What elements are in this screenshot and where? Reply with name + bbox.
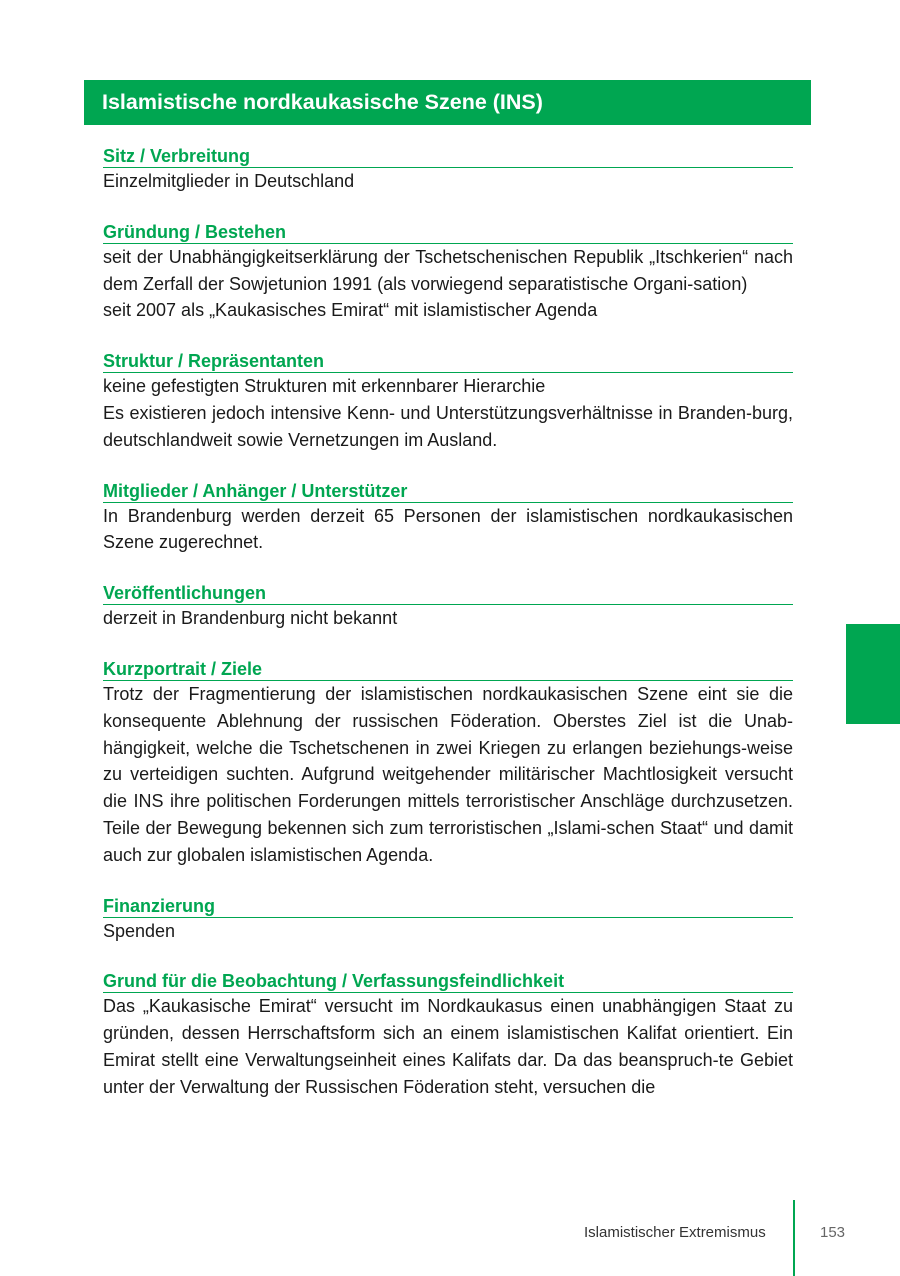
section-title-banner xyxy=(84,80,811,125)
section-heading: Veröffentlichungen xyxy=(103,582,793,605)
paragraph: keine gefestigten Strukturen mit erkennbarer Hierarchie xyxy=(103,376,546,397)
page-title: Islamistische nordkaukasische Szene (INS) xyxy=(102,90,543,114)
footer-divider xyxy=(793,1200,795,1276)
section-heading: Grund für die Beobachtung / Verfassungsfeindlichkeit xyxy=(103,970,793,993)
section-sitz-verbreitung xyxy=(103,145,793,195)
section-struktur-repraesentanten xyxy=(103,350,793,453)
section-mitglieder-anhaenger xyxy=(103,480,793,557)
section-gruendung-bestehen xyxy=(103,221,793,324)
paragraph: Trotz der Fragmentierung der islamistischen nordkaukasischen Szene eint sie die konsequente Ablehnung der russischen Föderation. Oberstes Ziel ist die Unab-hängigkeit, welche die Tschetschenen in zwei Kriegen zu erlangen beziehungs-weise zu verteidigen suchten. Aufgrund weitgehender militärischer Machtlosigkeit versucht die INS ihre politischen Forderungen mittels terroristischer Anschläge durchzusetzen. Teile der Bewegung bekennen sich zum terroristischen „Islami-schen Staat“ und damit auch zur globalen islamistischen Agenda. xyxy=(103,683,793,865)
paragraph: derzeit in Brandenburg nicht bekannt xyxy=(103,608,398,629)
footer-chapter-label: Islamistischer Extremismus xyxy=(584,1224,766,1241)
paragraph: Das „Kaukasische Emirat“ versucht im Nordkaukasus einen unabhängigen Staat zu gründen, dessen Herrschaftsform sich an einem islamistischen Kalifat orientiert. Ein Emirat stellt eine Verwaltungseinheit eines Kalifats dar. Da das beanspruch-te Gebiet unter der Verwaltung der Russischen Föderation steht, versuchen die xyxy=(103,996,793,1097)
section-heading: Gründung / Bestehen xyxy=(103,221,793,244)
section-finanzierung xyxy=(103,895,793,945)
paragraph: seit der Unabhängigkeitserklärung der Tschetschenischen Republik „Itschkerien“ nach dem Zerfall der Sowjetunion 1991 (als vorwiegend separatistische Organi-sation) xyxy=(103,246,793,294)
chapter-side-tab xyxy=(846,624,900,724)
page-number: 153 xyxy=(820,1224,846,1241)
paragraph: Es existieren jedoch intensive Kenn- und Unterstützungsverhältnisse in Branden-burg, deutschlandweit sowie Vernetzungen im Ausland. xyxy=(103,402,793,450)
paragraph: In Brandenburg werden derzeit 65 Personen der islamistischen nordkaukasischen Szene zugerechnet. xyxy=(103,505,793,553)
paragraph: Spenden xyxy=(103,920,176,941)
section-heading: Finanzierung xyxy=(103,895,793,918)
paragraph: seit 2007 als „Kaukasisches Emirat“ mit islamistischer Agenda xyxy=(103,300,598,321)
section-kurzportrait-ziele xyxy=(103,658,793,869)
section-heading: Struktur / Repräsentanten xyxy=(103,350,793,373)
section-veroeffentlichungen xyxy=(103,582,793,632)
document-body xyxy=(103,145,793,1101)
section-heading: Sitz / Verbreitung xyxy=(103,145,793,168)
section-grund-beobachtung xyxy=(103,970,793,1100)
section-heading: Kurzportrait / Ziele xyxy=(103,658,793,681)
section-heading: Mitglieder / Anhänger / Unterstützer xyxy=(103,480,793,503)
paragraph: Einzelmitglieder in Deutschland xyxy=(103,171,355,191)
